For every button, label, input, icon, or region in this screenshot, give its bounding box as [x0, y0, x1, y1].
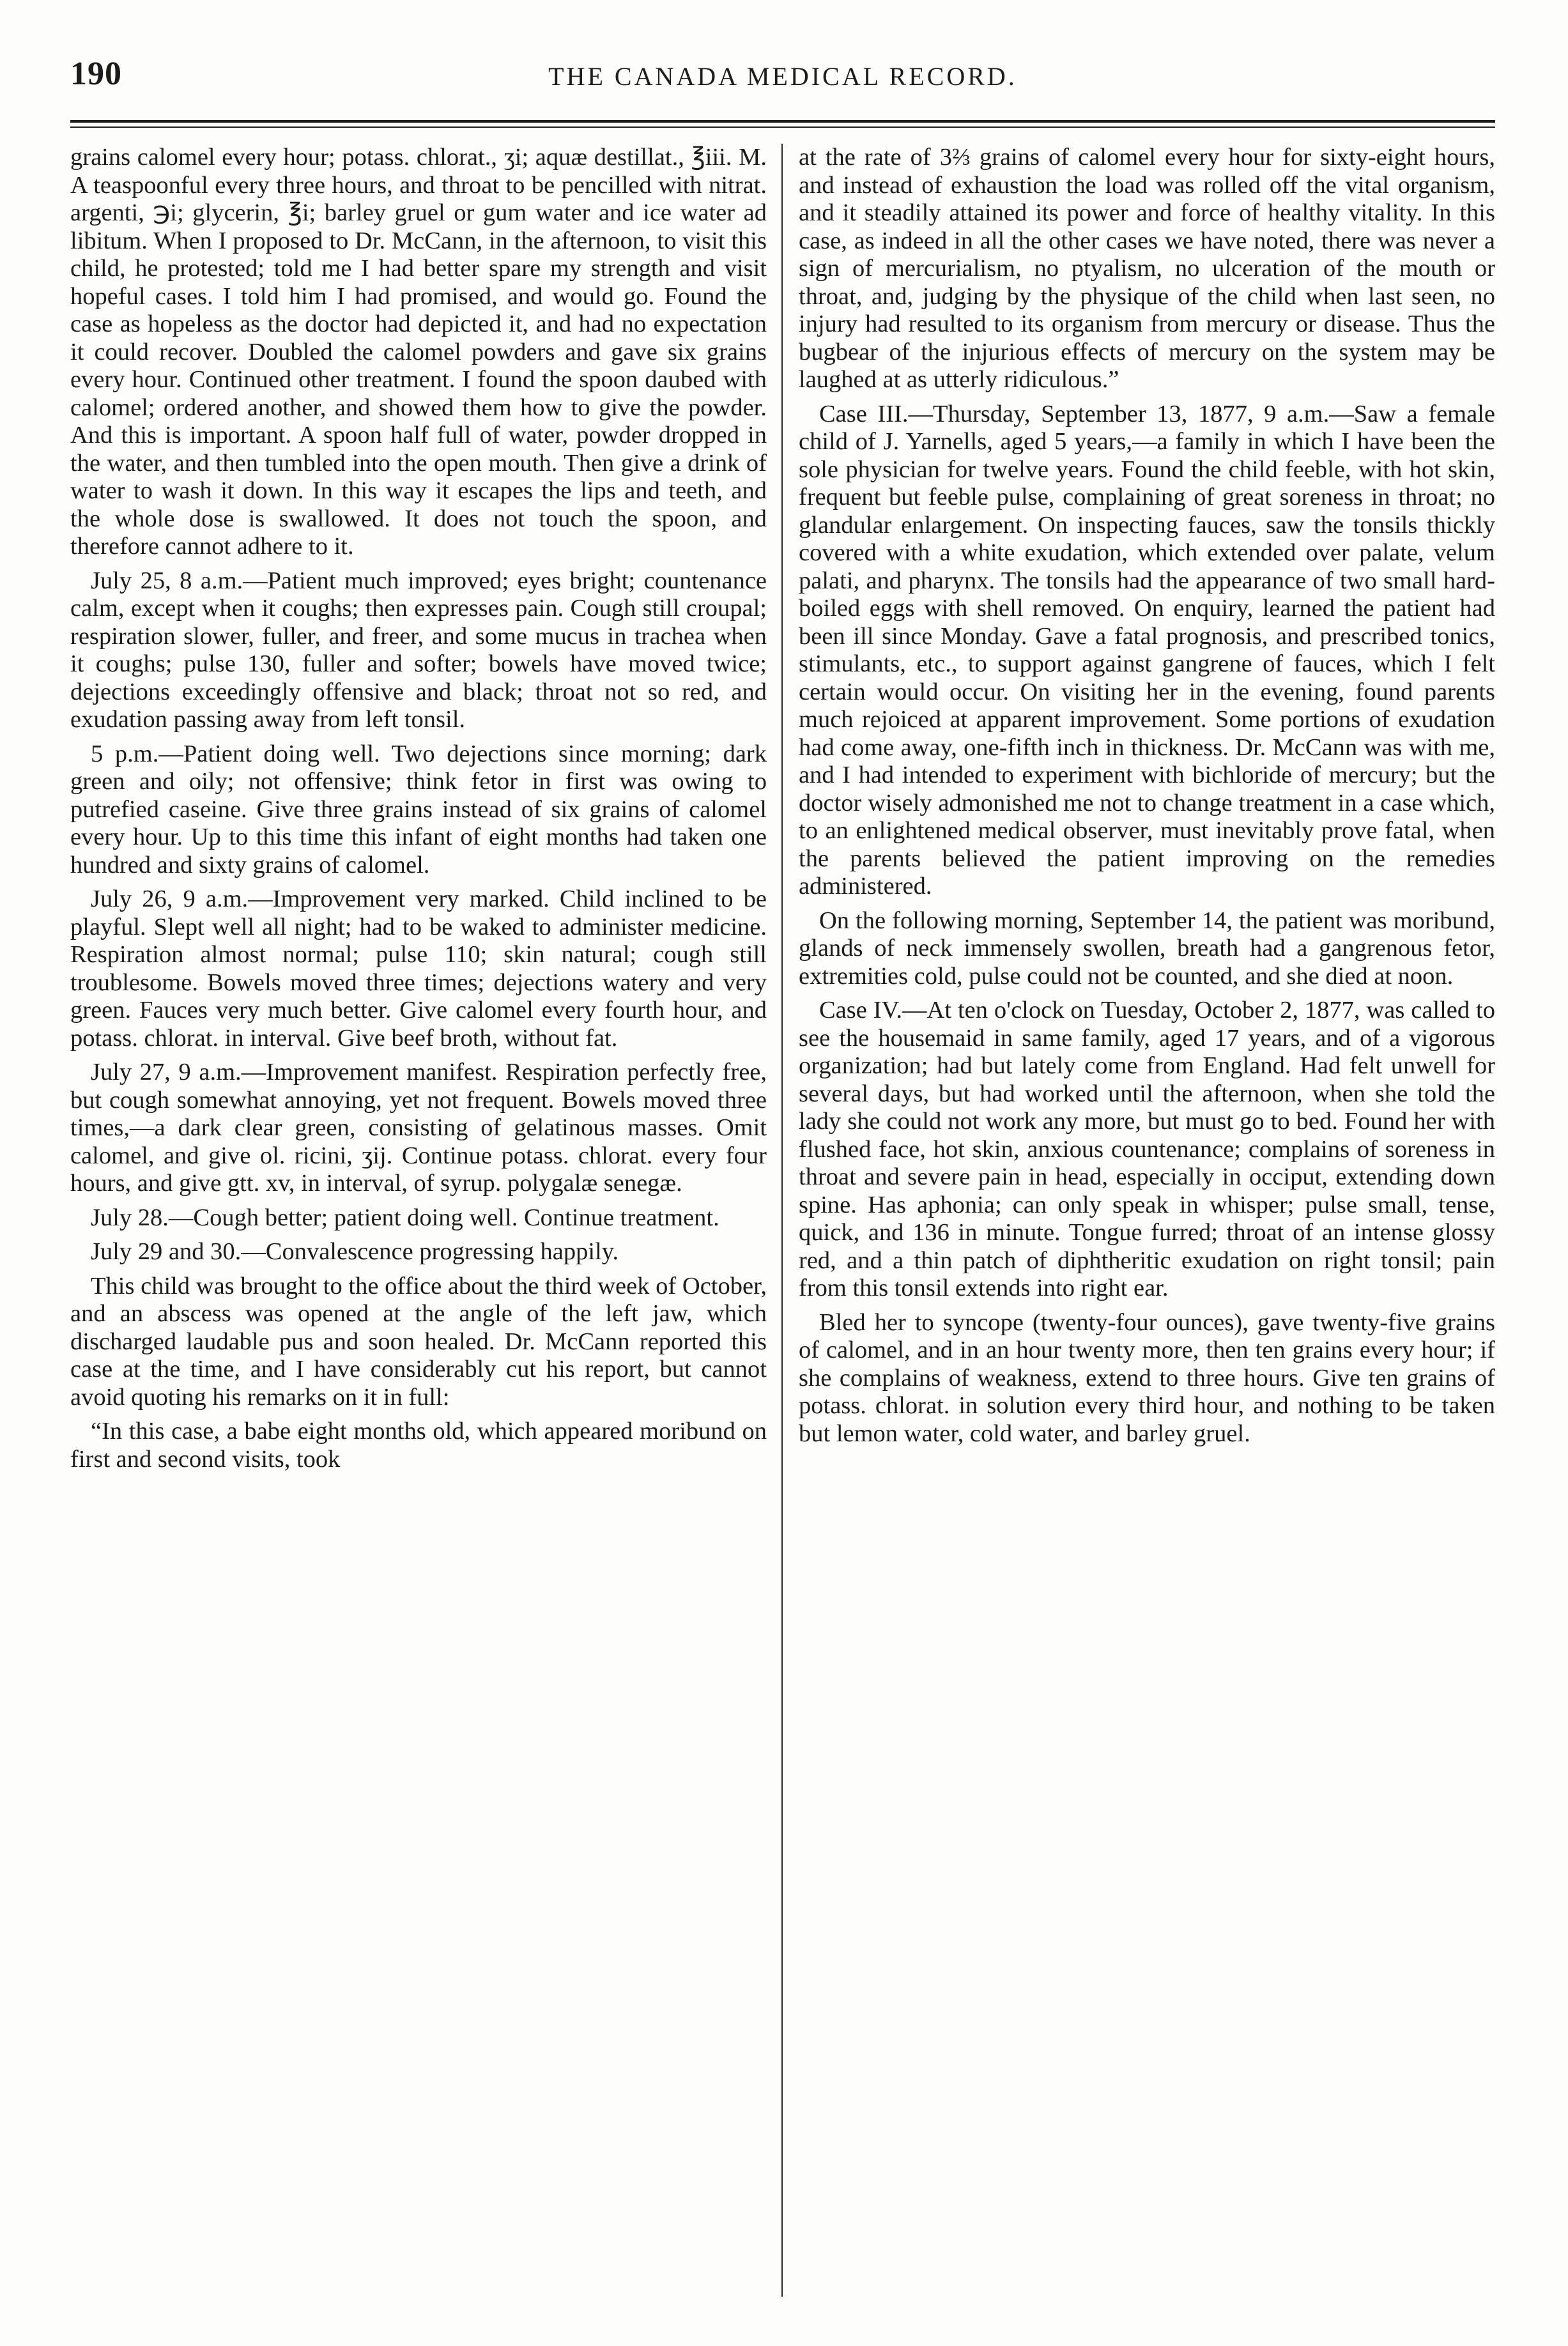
paragraph: Case IV.—At ten o'clock on Tuesday, October 2, 1877, was called to see the housemaid in same family, aged 17 years, and of a vigorous organization; had but lately come from England. Had felt unwell for several days, but had worked until the afternoon, when she told the lady she could not work any more, but must go to bed. Found her with flushed face, hot skin, anxious countenance; complains of soreness in throat and severe pain in head, especially in occiput, extending down spine. Has aphonia; can only speak in whisper; pulse small, tense, quick, and 136 in minute. Tongue furred; throat of an intense glossy red, and a thin patch of diphtheritic exudation on right tonsil; pain from this tonsil extends into right ear.: [799, 997, 1495, 1301]
paragraph: “In this case, a babe eight months old, which appeared moribund on first and second visits, took: [70, 1418, 767, 1473]
paragraph: On the following morning, September 14, the patient was moribund, glands of neck immensely swollen, breath had a gangrenous fetor, extremities cold, pulse could not be counted, and she died at noon.: [799, 907, 1495, 990]
paragraph: at the rate of 3⅔ grains of calomel every hour for sixty-eight hours, and instead of exhaustion the load was rolled off the vital organism, and it steadily attained its power and force of healthy vitality. In this case, as indeed in all the other cases we have noted, there was never a sign of mercurialism, no ptyalism, no ulceration of the mouth or throat, and, judging by the physique of the child when last seen, no injury had resulted to its organism from mercury or disease. Thus the bugbear of the injurious effects of mercury on the system may be laughed at as utterly ridiculous.”: [799, 144, 1495, 393]
column-divider: [781, 144, 783, 2297]
header-rule-thin: [70, 126, 1495, 128]
text-columns: [70, 144, 1495, 2303]
page-header: [70, 45, 1495, 115]
paragraph: Case III.—Thursday, September 13, 1877, 9 a.m.—Saw a female child of J. Yarnells, aged 5 years,—a family in which I have been the sole physician for twelve years. Found the child feeble, with hot skin, frequent but feeble pulse, complaining of great soreness in throat; no glandular enlargement. On inspecting fauces, saw the tonsils thickly covered with a white exudation, which extended over palate, velum palati, and pharynx. The tonsils had the appearance of two small hard-boiled eggs with shell removed. On enquiry, learned the patient had been ill since Monday. Gave a fatal prognosis, and prescribed tonics, stimulants, etc., to support against gangrene of fauces, which I felt certain would occur. On visiting her in the evening, found parents much rejoiced at apparent improvement. Some portions of exudation had come away, one-fifth inch in thickness. Dr. McCann was with me, and I had intended to experiment with bichloride of mercury; but the doctor wisely admonished me not to change treatment in a case which, to an enlightened medical observer, must inevitably prove fatal, when the parents believed the patient improving on the remedies administered.: [799, 400, 1495, 900]
paragraph: July 26, 9 a.m.—Improvement very marked. Child inclined to be playful. Slept well all night; had to be waked to administer medicine. Respiration almost normal; pulse 110; skin natural; cough still troublesome. Bowels moved three times; dejections watery and very green. Fauces very much better. Give calomel every fourth hour, and potass. chlorat. in interval. Give beef broth, without fat.: [70, 885, 767, 1052]
paragraph: July 27, 9 a.m.—Improvement manifest. Respiration perfectly free, but cough somewhat annoying, yet not frequent. Bowels moved three times,—a dark clear green, consisting of gelatinous masses. Omit calomel, and give ol. ricini, ʒij. Continue potass. chlorat. every four hours, and give gtt. xv, in interval, of syrup. polygalæ senegæ.: [70, 1059, 767, 1197]
paragraph: 5 p.m.—Patient doing well. Two dejections since morning; dark green and oily; not offensive; think fetor in first was owing to putrefied caseine. Give three grains instead of six grains of calomel every hour. Up to this time this infant of eight months had taken one hundred and sixty grains of calomel.: [70, 740, 767, 878]
paragraph: Bled her to syncope (twenty-four ounces), gave twenty-five grains of calomel, and in an hour twenty more, then ten grains every hour; if she complains of weakness, extend to three hours. Give ten grains of potass. chlorat. in solution every third hour, and nothing to be taken but lemon water, cold water, and barley gruel.: [799, 1308, 1495, 1447]
running-title: THE CANADA MEDICAL RECORD.: [548, 62, 1017, 91]
paragraph: July 28.—Cough better; patient doing well. Continue treatment.: [91, 1204, 719, 1231]
paragraph: July 29 and 30.—Convalescence progressing happily.: [91, 1238, 619, 1265]
right-column: [799, 144, 1495, 2303]
paragraph: This child was brought to the office about the third week of October, and an abscess was opened at the angle of the left jaw, which discharged laudable pus and soon healed. Dr. McCann reported this case at the time, and I have considerably cut his report, but cannot avoid quoting his remarks on it in full:: [70, 1272, 767, 1411]
header-rule-thick: [70, 120, 1495, 123]
left-column: [70, 144, 767, 2303]
page-number: 190: [70, 56, 122, 92]
paragraph: grains calomel every hour; potass. chlorat., ʒi; aquæ destillat., ℥iii. M. A teaspoonful every three hours, and throat to be pencilled with nitrat. argenti, ℈i; glycerin, ℥i; barley gruel or gum water and ice water ad libitum. When I proposed to Dr. McCann, in the afternoon, to visit this child, he protested; told me I had better spare my strength and visit hopeful cases. I told him I had promised, and would go. Found the case as hopeless as the doctor had depicted it, and had no expectation it could recover. Doubled the calomel powders and gave six grains every hour. Continued other treatment. I found the spoon daubed with calomel; ordered another, and showed them how to give the powder. And this is important. A spoon half full of water, powder dropped in the water, and then tumbled into the open mouth. Then give a drink of water to wash it down. In this way it escapes the lips and teeth, and the whole dose is swallowed. It does not touch the spoon, and therefore cannot adhere to it.: [70, 144, 767, 560]
paragraph: July 25, 8 a.m.—Patient much improved; eyes bright; countenance calm, except when it coughs; then expresses pain. Cough still croupal; respiration slower, fuller, and freer, and some mucus in trachea when it coughs; pulse 130, fuller and softer; bowels have moved twice; dejections exceedingly offensive and black; throat not so red, and exudation passing away from left tonsil.: [70, 567, 767, 733]
